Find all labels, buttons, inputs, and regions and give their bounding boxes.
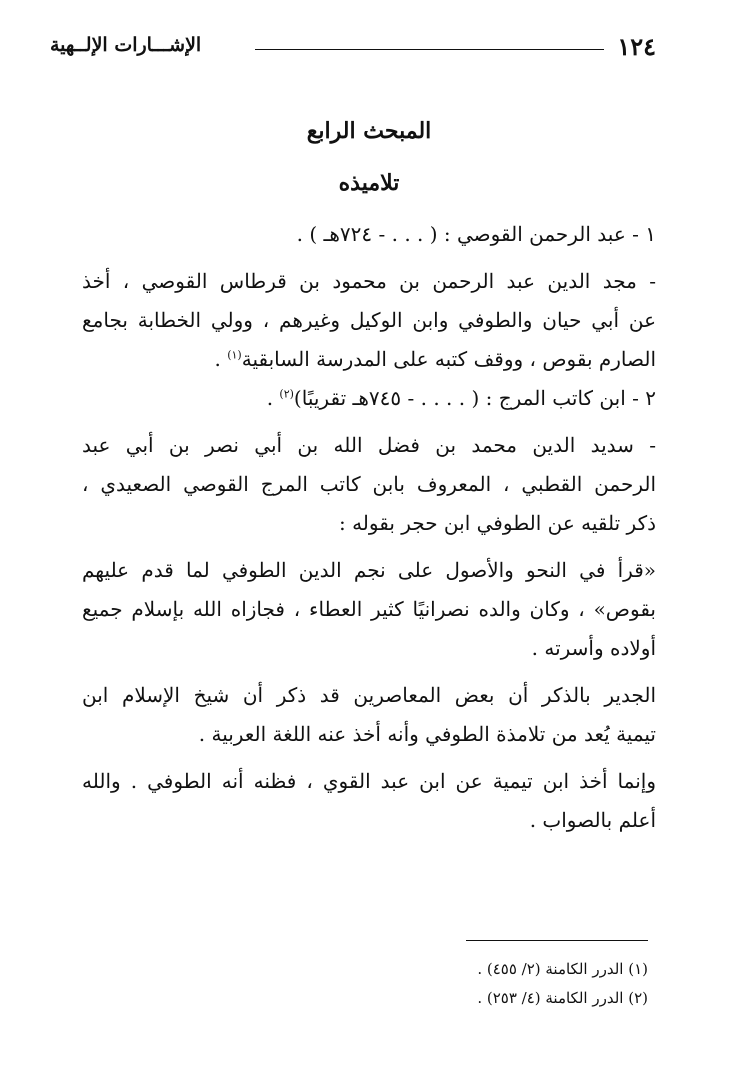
header-rule — [255, 49, 604, 50]
entry-1-line — [82, 340, 656, 379]
entry-1-line: عن أبي حيان والطوفي وابن الوكيل وغيرهم ، وولي الخطابة بجامع — [82, 308, 656, 332]
paragraph-4-line: وإنما أخذ ابن تيمية عن ابن عبد القوي ، فظنه أنه الطوفي . والله — [82, 769, 656, 793]
entry-1-line: - مجد الدين عبد الرحمن بن محمود بن قرطاس القوصي ، أخذ — [82, 269, 656, 293]
paragraph-3-line: الجدير بالذكر أن بعض المعاصرين قد ذكر أن شيخ الإسلام ابن — [82, 683, 656, 707]
footnote-1: (١) الدرر الكامنة (٢/ ٤٥٥) . — [477, 960, 648, 978]
entry-2-title — [82, 379, 656, 418]
quote-line: أولاده وأسرته . — [531, 636, 656, 660]
quote-line: «قرأ في النحو والأصول على نجم الدين الطوفي لما قدم عليهم — [82, 558, 656, 582]
entry-2-line: ذكر تلقيه عن الطوفي ابن حجر بقوله : — [338, 511, 656, 535]
footnote-2: (٢) الدرر الكامنة (٤/ ٢٥٣) . — [477, 989, 648, 1007]
entry-2-title-end: . — [266, 386, 280, 410]
footnote-ref-2: (٢) — [279, 387, 294, 401]
entry-1-line-end: . — [214, 347, 228, 371]
footnote-ref-1: (١) — [227, 348, 242, 362]
section-heading: المبحث الرابع — [306, 118, 432, 144]
paragraph-3-line: تيمية يُعد من تلامذة الطوفي وأنه أخذ عنه اللغة العربية . — [198, 722, 656, 746]
page-number: ١٢٤ — [617, 32, 656, 61]
body-text — [82, 215, 656, 840]
entry-2-title-text: ٢ - ابن كاتب المرج : ( . . . . - ٧٤٥هـ تقريبًا) — [293, 386, 656, 410]
entry-2-line: - سديد الدين محمد بن فضل الله بن أبي نصر بن أبي عبد — [82, 433, 656, 457]
running-title: الإشـــارات الإلــهية — [50, 34, 202, 56]
paragraph-4-line: أعلم بالصواب . — [529, 808, 656, 832]
footnotes — [82, 955, 648, 1013]
entry-1-title: ١ - عبد الرحمن القوصي : ( . . . - ٧٢٤هـ ) . — [296, 222, 656, 246]
footnote-rule — [466, 940, 648, 941]
subheading: تلاميذه — [338, 170, 400, 196]
running-header — [50, 30, 656, 70]
quote-line: بقوص» ، وكان والده نصرانيًا كثير العطاء ، فجازاه الله بإسلام جميع — [82, 597, 656, 621]
entry-1-line-text: الصارم بقوص ، ووقف كتبه على المدرسة السابقية — [241, 347, 656, 371]
entry-2-line: الرحمن القطبي ، المعروف بابن كاتب المرج القوصي الصعيدي ، — [82, 472, 656, 496]
